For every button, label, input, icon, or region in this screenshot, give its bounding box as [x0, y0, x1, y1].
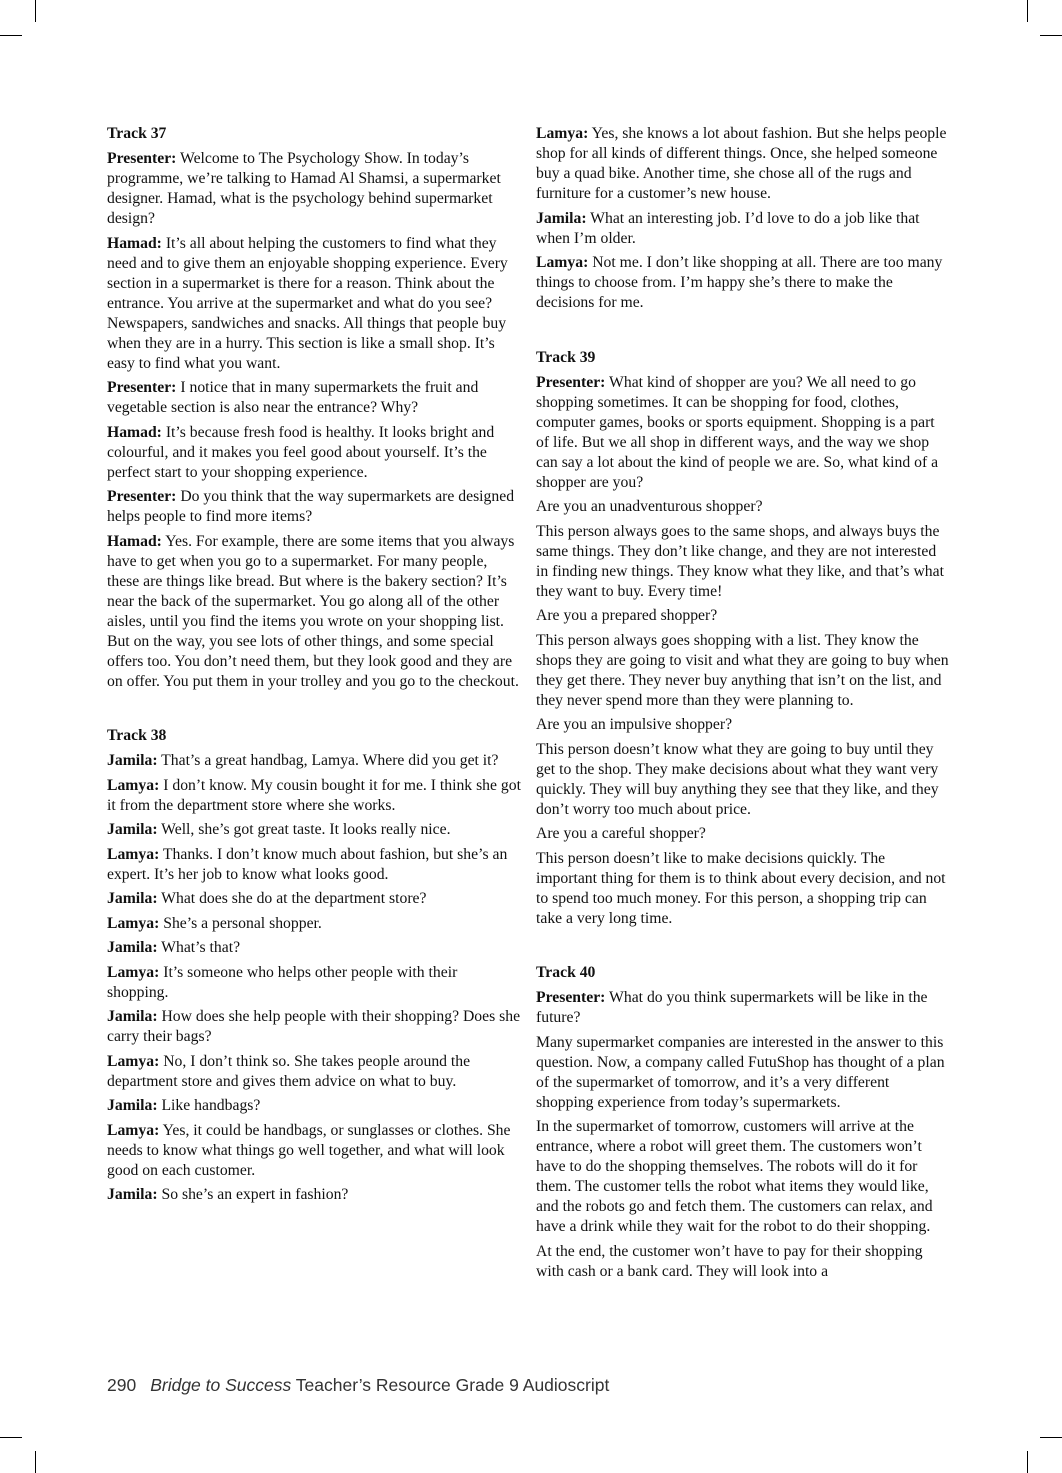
script-paragraph — [536, 740, 950, 820]
paragraph-text: Do you think that the way supermarkets are designed helps people to find more items? — [107, 488, 515, 525]
paragraph-text: It’s someone who helps other people with their shopping. — [107, 963, 458, 1001]
script-paragraph — [107, 149, 521, 229]
speaker-name: Jamila: — [536, 209, 587, 227]
script-paragraph — [536, 849, 950, 929]
paragraph-text: This person doesn’t know what they are going to buy until they get to the shop. They make decisions about what they want very quickly. They will buy anything they see that they like, and they don’t worry too much about price. — [536, 740, 939, 818]
script-paragraph — [536, 497, 950, 517]
paragraph-text: In the supermarket of tomorrow, customers will arrive at the entrance, where a robot will greet them. The customers won’t have to do the shopping themselves. The robots will do it for them. The customer tells the robot what items they would like, and the robots go and fetch them. The customers can relax, and have a drink while they wait for the robot to do their shopping. — [536, 1118, 933, 1235]
speaker-name: Lamya: — [536, 125, 589, 142]
paragraph-text: I don’t know. My cousin bought it for me. I think she got it from the department store where she works. — [107, 776, 521, 814]
script-paragraph — [536, 1117, 950, 1237]
book-subtitle: Teacher’s Resource Grade 9 Audioscript — [291, 1375, 610, 1395]
script-paragraph — [107, 487, 521, 527]
speaker-name: Jamila: — [107, 1097, 158, 1114]
paragraph-text: Many supermarket companies are interested in the answer to this question. Now, a company called FutuShop has thought of a plan of the supermarket of tomorrow, and it’s a very different shopping experience from today’s supermarkets. — [536, 1033, 945, 1111]
script-paragraph — [107, 532, 521, 692]
script-paragraph — [107, 378, 521, 418]
paragraph-text: What’s that? — [157, 939, 241, 956]
book-title: Bridge to Success — [150, 1375, 292, 1395]
script-paragraph — [536, 522, 950, 602]
crop-mark — [1027, 0, 1028, 22]
speaker-name: Lamya: — [107, 1052, 160, 1070]
paragraph-text: Yes, it could be handbags, or sunglasses or clothes. She needs to know what things go well together, and what will look good on each customer. — [107, 1121, 511, 1179]
script-paragraph — [107, 776, 521, 816]
crop-mark — [35, 0, 36, 22]
script-paragraph — [536, 606, 950, 626]
page-footer — [107, 1375, 609, 1396]
script-paragraph — [536, 1033, 950, 1113]
script-paragraph — [536, 715, 950, 735]
paragraph-text: What do you think supermarkets will be like in the future? — [536, 989, 928, 1026]
crop-mark — [35, 1451, 36, 1473]
speaker-name: Lamya: — [536, 254, 589, 271]
script-paragraph — [536, 631, 950, 711]
paragraph-text: Are you a careful shopper? — [536, 825, 706, 842]
script-paragraph — [536, 253, 950, 313]
script-paragraph — [536, 824, 950, 844]
script-paragraph — [107, 1007, 521, 1047]
section-gap — [536, 318, 950, 348]
speaker-name: Hamad: — [107, 532, 162, 550]
script-paragraph — [536, 988, 950, 1028]
paragraph-text: Thanks. I don’t know much about fashion, but she’s an expert. It’s her job to know what looks good. — [107, 845, 508, 883]
paragraph-text: What kind of shopper are you? We all need to go shopping sometimes. It can be shopping for food, clothes, computer games, books or sports equipment. Shopping is a part of life. But we all shop in different ways, and the way we shop can say a lot about the kind of people we are. So, what kind of a shopper are you? — [536, 373, 939, 491]
speaker-name: Jamila: — [107, 752, 158, 769]
speaker-name: Lamya: — [107, 963, 160, 981]
paragraph-text: Yes, she knows a lot about fashion. But she helps people shop for all kinds of different things. Once, she helped someone buy a quad bike. Another time, she chose all of the rugs and furniture for a customer’s new house. — [536, 125, 947, 202]
paragraph-text: Not me. I don’t like shopping at all. There are too many things to choose from. I’m happy she’s there to make the decisions for me. — [536, 254, 943, 311]
track-heading: Track 39 — [536, 348, 596, 366]
track-heading: Track 38 — [107, 727, 167, 744]
crop-mark — [0, 35, 22, 36]
crop-mark — [1040, 1437, 1062, 1438]
speaker-name: Hamad: — [107, 423, 162, 441]
speaker-name: Hamad: — [107, 234, 162, 252]
page-number: 290 — [107, 1375, 137, 1395]
script-paragraph — [107, 820, 521, 840]
speaker-name: Presenter: — [536, 373, 606, 391]
section-gap — [107, 696, 521, 726]
speaker-name: Jamila: — [107, 821, 158, 838]
paragraph-text: Welcome to The Psychology Show. In today’s programme, we’re talking to Hamad Al Shamsi, a supermarket designer. Hamad, what is the psychology behind supermarket design? — [107, 150, 501, 227]
script-paragraph — [107, 889, 521, 909]
speaker-name: Lamya: — [107, 1121, 160, 1139]
speaker-name: Jamila: — [107, 939, 158, 956]
paragraph-text: It’s because fresh food is healthy. It looks bright and colourful, and it makes you feel good about yourself. It’s the perfect start to your shopping experience. — [107, 423, 495, 481]
paragraph-text: What does she do at the department store? — [157, 890, 427, 907]
script-paragraph — [536, 1242, 950, 1282]
script-paragraph — [107, 963, 521, 1003]
paragraph-text: Are you an unadventurous shopper? — [536, 498, 763, 515]
paragraph-text: So she’s an expert in fashion? — [157, 1186, 349, 1203]
paragraph-text: At the end, the customer won’t have to pay for their shopping with cash or a bank card. They will look into a — [536, 1242, 923, 1280]
speaker-name: Presenter: — [107, 488, 177, 505]
script-paragraph — [107, 914, 521, 934]
paragraph-text: Well, she’s got great taste. It looks really nice. — [157, 821, 451, 838]
script-paragraph — [536, 373, 950, 493]
speaker-name: Lamya: — [107, 914, 160, 932]
script-paragraph — [107, 751, 521, 771]
paragraph-text: This person always goes to the same shops, and always buys the same things. They don’t like change, and they are not interested in finding new things. They know what they like, and that’s what they want to buy. Every time! — [536, 522, 944, 600]
speaker-name: Jamila: — [107, 1186, 158, 1203]
crop-mark — [0, 1437, 22, 1438]
script-paragraph — [536, 124, 950, 204]
paragraph-text: Like handbags? — [157, 1097, 261, 1114]
script-paragraph — [107, 845, 521, 885]
script-paragraph — [536, 209, 950, 249]
paragraph-text: That’s a great handbag, Lamya. Where did you get it? — [157, 752, 499, 769]
script-paragraph — [107, 1052, 521, 1092]
track-heading: Track 40 — [536, 964, 596, 981]
script-paragraph — [107, 938, 521, 958]
speaker-name: Presenter: — [107, 379, 177, 396]
paragraph-text: No, I don’t think so. She takes people around the department store and gives them advice on what to buy. — [107, 1052, 471, 1090]
paragraph-text: Are you an impulsive shopper? — [536, 716, 733, 733]
script-paragraph — [107, 234, 521, 374]
paragraph-text: How does she help people with their shopping? Does she carry their bags? — [107, 1008, 521, 1045]
script-paragraph — [107, 423, 521, 483]
speaker-name: Lamya: — [107, 776, 160, 794]
script-paragraph — [107, 1185, 521, 1205]
paragraph-text: She’s a personal shopper. — [159, 914, 322, 932]
speaker-name: Jamila: — [107, 1008, 158, 1025]
right-column — [536, 124, 950, 1286]
paragraph-text: What an interesting job. I’d love to do a job like that when I’m older. — [536, 209, 920, 247]
track-heading: Track 37 — [107, 125, 167, 142]
paragraph-text: I notice that in many supermarkets the fruit and vegetable section is also near the entrance? Why? — [107, 379, 479, 416]
section-gap — [536, 933, 950, 963]
speaker-name: Presenter: — [536, 989, 606, 1006]
speaker-name: Presenter: — [107, 150, 177, 167]
speaker-name: Lamya: — [107, 845, 160, 863]
crop-mark — [1040, 35, 1062, 36]
paragraph-text: Yes. For example, there are some items that you always have to get when you go to a supermarket. For many people, these are things like bread. But where is the bakery section? It’s near the back of the supermarket. You go along all of the other aisles, until you find the items you wrote on your shopping list. But on the way, you see lots of other things, and some special offers too. You don’t need them, but they look good and they are on offer. You put them in your trolley and you go to the checkout. — [107, 532, 519, 690]
left-column — [107, 124, 521, 1210]
paragraph-text: It’s all about helping the customers to find what they need and to give them an enjoyable shopping experience. Every section in a supermarket is there for a reason. Think about the entrance. You arrive at the supermarket and what do you see? Newspapers, sandwiches and snacks. All things that people buy when they are in a hurry. This section is like a small shop. It’s easy to find what you want. — [107, 234, 508, 372]
crop-mark — [1027, 1451, 1028, 1473]
script-paragraph — [107, 1096, 521, 1116]
paragraph-text: This person doesn’t like to make decisions quickly. The important thing for them is to think about every decision, and not to spend too much money. For this person, a shopping trip can take a very long time. — [536, 849, 946, 927]
script-paragraph — [107, 1121, 521, 1181]
paragraph-text: This person always goes shopping with a list. They know the shops they are going to visit and what they are going to buy when they get there. They never buy anything that isn’t on the list, and they never spend more than they were planning to. — [536, 631, 949, 709]
paragraph-text: Are you a prepared shopper? — [536, 607, 718, 624]
speaker-name: Jamila: — [107, 890, 158, 907]
